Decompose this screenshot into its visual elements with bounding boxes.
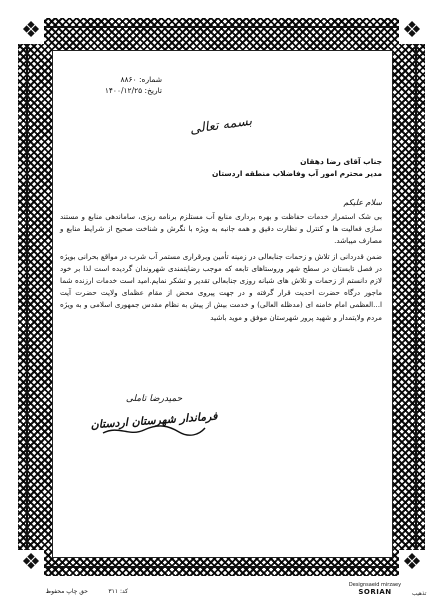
salutation: سلام علیکم	[343, 198, 382, 207]
brand-credit: Designsaeid mirzaey	[348, 582, 402, 588]
footer-print-note: حق چاپ محفوظ	[45, 588, 88, 595]
signer-name: حمیدرضا تاملی	[125, 394, 183, 404]
signature-block	[84, 394, 224, 439]
ornament-corner-icon: ❖	[399, 550, 425, 576]
brand-tag: تذهیب	[412, 591, 427, 597]
designer-brand	[330, 582, 427, 597]
ornament-corner-icon: ❖	[399, 18, 425, 44]
body-paragraph: ضمن قدردانی از تلاش و زحمات جنابعالی در زمینه تأمین وبرقراری مستمر آب شرب در مواقع بحرانی بویژه در فصل تابستان در سطح شهر وروستاهای تابعه که موجب رضایتمندی شهروندان گردیده است لذا بر خود لازم دانستم از زحمات و تلاش های شبانه روزی جنابعالی تقدیر و تشکر نمایم.امید است خدمات ارزنده شما ماجور درگاه حضرت احدیت قرار گرفته و در جهت پیروی محض از مقام عظمای ولایت حضرت آیت ا...العظمی امام خامنه ای (مدظله العالی) و خدمت بیش از پیش به نظام مقدس جمهوری اسلامی و به ویژه مردم ولایتمدار و شهید پرور شهرستان موفق و موید باشید	[60, 251, 382, 322]
letter-body	[60, 211, 382, 327]
recipient-name: جناب آقای رضا دهقان	[300, 157, 382, 166]
recipient-title: مدیر محترم امور آب وفاضلاب منطقه اردستان	[212, 169, 382, 178]
body-paragraph: بی شک استمرار خدمات حفاظت و بهره برداری منابع آب مستلزم برنامه ریزی، ساماندهی منابع و مستند سازی فعالیت ها و کنترل و نظارت دقیق و همه جانبه به ویژه با نگرش و شناخت صحیح از شرایط منابع و مصارف میباشد.	[60, 212, 382, 246]
letter-meta	[62, 74, 162, 96]
letter-date: تاریخ: ۱۴۰۰/۱۲/۲۵	[104, 86, 162, 95]
letter-content	[60, 56, 382, 552]
recipient-block	[60, 156, 382, 180]
page-footer	[0, 582, 443, 602]
ornament-corner-icon: ❖	[18, 550, 44, 576]
signer-title: فرماندار شهرستان اردستان	[90, 409, 218, 432]
bismillah-heading: بسمه تعالی	[189, 113, 253, 138]
letter-number: شماره: ۸۸۶۰	[120, 75, 162, 84]
ornament-corner-icon: ❖	[18, 18, 44, 44]
footer-code: کد: ۳۱۱	[108, 588, 128, 595]
brand-logo: SORIAN	[358, 588, 392, 596]
